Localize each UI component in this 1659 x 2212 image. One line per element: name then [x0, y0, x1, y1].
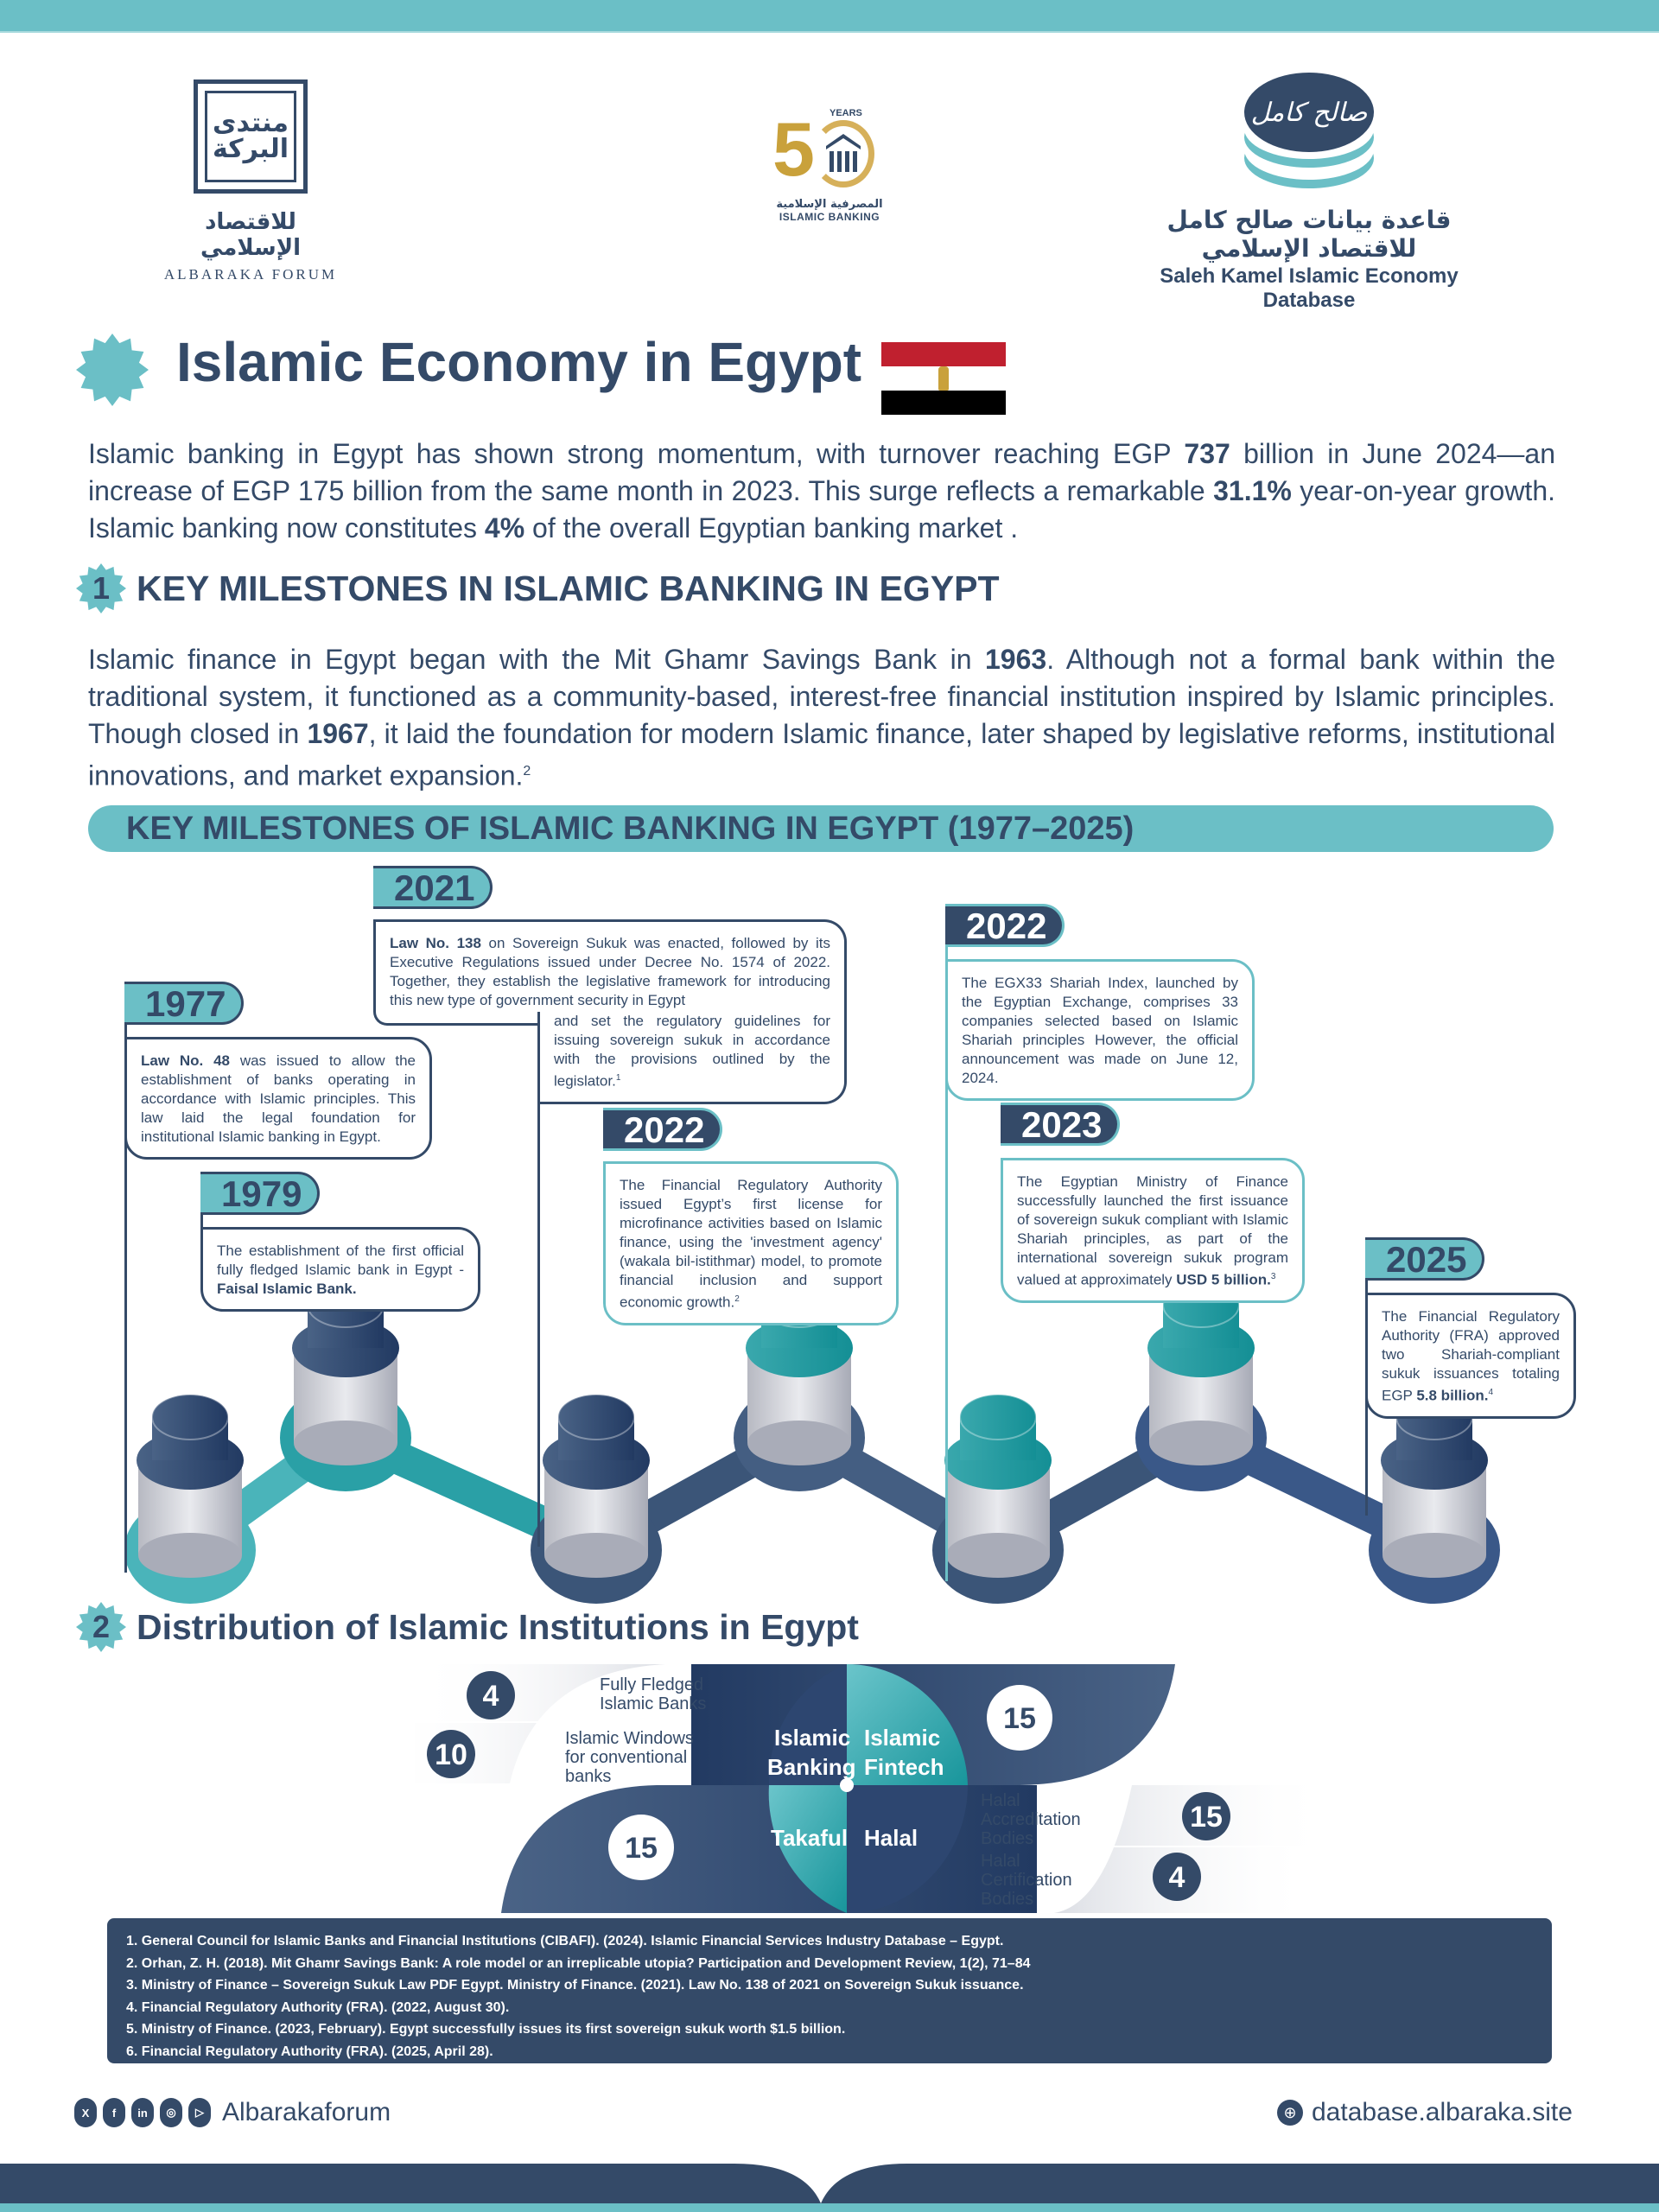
reference-5: 5. Ministry of Finance. (2023, February). Egypt successfully issues its first sovereign sukuk worth $1.5 billion.: [126, 2022, 846, 2037]
saleh-kamel-mark: صالح كامل: [1244, 73, 1374, 152]
milestone-year-1979: 1979: [200, 1172, 320, 1215]
albaraka-forum-logo: [156, 79, 346, 283]
milestone-card-1977: Law No. 48 was issued to allow the establishment of banks operating in accordance with Islamic principles. This law laid the legal foundation for institutional Islamic banking in Egypt.: [124, 1037, 432, 1160]
turnover-value: 737: [1184, 438, 1230, 469]
milestone-year-2021: 2021: [373, 866, 493, 909]
database-stack-icon: [1240, 73, 1378, 194]
globe-icon: ⊕: [1277, 2100, 1303, 2126]
windows-label-3: banks: [565, 1767, 612, 1786]
intro-paragraph: Islamic banking in Egypt has shown strong momentum, with turnover reaching EGP 737 billion in June 2024—an increase of EGP 175 billion from the same month in 2023. This surge reflects a remarkable 31.1% year-on-year growth. Islamic banking now constitutes 4% of the overall Egyptian banking market .: [88, 438, 1556, 543]
milestone-card-2021-corner: [373, 1012, 537, 1026]
temple-icon: [823, 132, 864, 175]
value-accreditation: 15: [1190, 1801, 1223, 1834]
certification-label-3: Bodies: [981, 1890, 1034, 1909]
value-fintech: 15: [1003, 1702, 1036, 1735]
milestone-year-1977: 1977: [124, 982, 244, 1025]
value-fully-fledged: 4: [482, 1680, 499, 1713]
islamic-banking-50-logo: [760, 108, 899, 223]
website-link[interactable]: [1277, 2098, 1573, 2127]
certification-label-2: Certification: [981, 1871, 1072, 1890]
value-windows: 10: [435, 1738, 467, 1771]
facebook-icon[interactable]: f: [103, 2098, 125, 2127]
fully-fledged-label-1: Fully Fledged: [600, 1675, 704, 1694]
accreditation-label-2: Accreditation: [981, 1810, 1081, 1829]
section-2-heading: [76, 1602, 859, 1652]
growth-value: 31.1%: [1213, 475, 1292, 506]
saleh-kamel-english: Saleh Kamel Islamic Economy Database: [1160, 264, 1459, 312]
star-badge-icon: [76, 334, 149, 406]
milestone-card-2021-upper: Law No. 138 on Sovereign Sukuk was enacted, followed by its Executive Regulations issued under Decree No. 1574 of 2022. Together, they establish the legislative framework for introducing this new type of government security in Egypt: [373, 919, 847, 1012]
page-title: Islamic Economy in Egypt: [176, 331, 862, 393]
milestone-year-2023: 2023: [1001, 1103, 1120, 1146]
x-icon[interactable]: X: [74, 2098, 97, 2127]
youtube-icon[interactable]: ▷: [188, 2098, 211, 2127]
islamic-banking-arabic: المصرفية الإسلامية: [776, 198, 883, 211]
years-label: YEARS: [830, 108, 862, 118]
reference-1: 1. General Council for Islamic Banks and Financial Institutions (CIBAFI). (2024). Islamic Financial Services Industry Database – Egypt.: [126, 1934, 1004, 1948]
reference-3: 3. Ministry of Finance – Sovereign Sukuk Law PDF Egypt. Ministry of Finance. (2021). Law No. 138 of 2021 on Sovereign Sukuk issuance.: [126, 1978, 1024, 1993]
section-2-title: Distribution of Islamic Institutions in Egypt: [137, 1606, 859, 1647]
linkedin-icon[interactable]: in: [131, 2098, 154, 2127]
market-share-value: 4%: [484, 512, 525, 543]
references-box: [107, 1918, 1552, 2063]
milestone-card-2021-lower: and set the regulatory guidelines for issuing sovereign sukuk in accordance with the provisions outlined by the legislator.$^1$: [537, 1012, 847, 1104]
fifty-digit: 5: [772, 106, 815, 192]
milestone-card-2025: The Financial Regulatory Authority (FRA) approved two Shariah-compliant sukuk issuances totaling EGP 5.8 billion.$^4$: [1365, 1293, 1576, 1419]
milestone-card-1979: The establishment of the first official fully fledged Islamic bank in Egypt - Faisal Islamic Bank.: [200, 1227, 480, 1312]
milestones-banner: KEY MILESTONES OF ISLAMIC BANKING IN EGYPT (1977–2025): [88, 805, 1554, 852]
milestone-card-2021: [373, 919, 847, 1090]
pillar-1979: [280, 1282, 411, 1491]
albaraka-arabic: للاقتصاد الإسلامي: [200, 209, 301, 261]
milestone-year-2025: 2025: [1365, 1237, 1484, 1281]
egypt-flag-icon: [881, 342, 1006, 415]
milestone-card-2022-egx: The EGX33 Shariah Index, launched by the Egyptian Exchange, comprises 33 companies selected based on Islamic Shariah principles However, the official announcement was made on June 12, 2024.: [945, 959, 1255, 1101]
islamic-banking-english: ISLAMIC BANKING: [779, 211, 880, 223]
milestone-year-2022-egx: 2022: [945, 904, 1065, 947]
albaraka-mark: [194, 79, 308, 194]
pillar-2023: [1135, 1282, 1267, 1491]
bottom-band: [0, 2164, 1659, 2212]
top-band: [0, 0, 1659, 33]
history-paragraph: Islamic finance in Egypt began with the Mit Ghamr Savings Bank in 1963. Although not a formal bank within the traditional system, it functioned as a community-based, interest-free financial institution inspired by Islamic principles. Though closed in 1967, it laid the foundation for modern Islamic finance, later shaped by legislative reforms, institutional innovations, and market expansion.$^2$: [88, 644, 1556, 791]
milestone-year-2022-fra: 2022: [603, 1108, 722, 1151]
reference-6: 6. Financial Regulatory Authority (FRA). (2025, April 28).: [126, 2044, 493, 2059]
section-1-heading: [76, 563, 1000, 613]
albaraka-english: ALBARAKA FORUM: [163, 266, 338, 283]
certification-label-1: Halal: [981, 1852, 1020, 1871]
value-certification: 4: [1168, 1861, 1185, 1894]
section-1-badge: 1: [76, 563, 126, 613]
windows-label-2: for conventional: [565, 1748, 688, 1767]
label-takaful: Takaful: [771, 1825, 849, 1851]
saleh-kamel-logo: [1115, 73, 1503, 313]
label-fintech-islamic: Islamic: [864, 1725, 941, 1751]
accreditation-label-3: Bodies: [981, 1829, 1034, 1848]
accreditation-label-1: Halal: [981, 1791, 1020, 1810]
windows-label-1: Islamic Windows: [565, 1729, 694, 1748]
social-handle[interactable]: Albarakaforum: [222, 2098, 391, 2126]
pillar-2022-egx: [932, 1395, 1064, 1604]
fully-fledged-label-2: Islamic Banks: [600, 1694, 707, 1713]
value-takaful: 15: [625, 1832, 658, 1865]
pillar-1977: [124, 1395, 256, 1604]
pillar-2021: [531, 1395, 662, 1604]
social-links: [74, 2098, 391, 2127]
center-dot: [840, 1778, 854, 1792]
albaraka-mark-text: منتدى البركة: [205, 91, 296, 182]
website-url[interactable]: database.albaraka.site: [1312, 2098, 1573, 2126]
instagram-icon[interactable]: ◎: [160, 2098, 182, 2127]
saleh-kamel-arabic: قاعدة بيانات صالح كامل للاقتصاد الإسلامي: [1166, 206, 1452, 263]
eagle-emblem-icon: [938, 366, 949, 391]
label-fintech: Fintech: [864, 1754, 944, 1780]
distribution-diagram: [415, 1662, 1313, 1913]
reference-2: 2. Orhan, Z. H. (2018). Mit Ghamr Savings Bank: A role model or an irreplicable utopia? Participation and Development Review, 1(2), 71–84: [126, 1955, 1031, 1971]
milestone-card-2023: The Egyptian Ministry of Finance successfully launched the first issuance of sovereign sukuk compliant with Islamic Shariah principles, as part of the international sovereign sukuk program valued at approximately USD 5 billion.$^3$: [1001, 1158, 1305, 1303]
connector-2021: [537, 1097, 540, 1547]
label-halal: Halal: [864, 1825, 918, 1851]
milestone-card-2022-fra: The Financial Regulatory Authority issued Egypt’s first license for microfinance activities based on Islamic finance, using the 'investment agency' (wakala bil-istithmar) model, to promote financial inclusion and support economic growth.$^2$: [603, 1161, 899, 1325]
section-2-badge: 2: [76, 1602, 126, 1652]
pillar-2025: [1369, 1395, 1500, 1604]
section-1-title: KEY MILESTONES IN ISLAMIC BANKING IN EGYPT: [137, 568, 1000, 608]
label-banking: Banking: [767, 1754, 856, 1780]
reference-4: 4. Financial Regulatory Authority (FRA). (2022, August 30).: [126, 1999, 510, 2015]
label-islamic: Islamic: [774, 1725, 851, 1751]
